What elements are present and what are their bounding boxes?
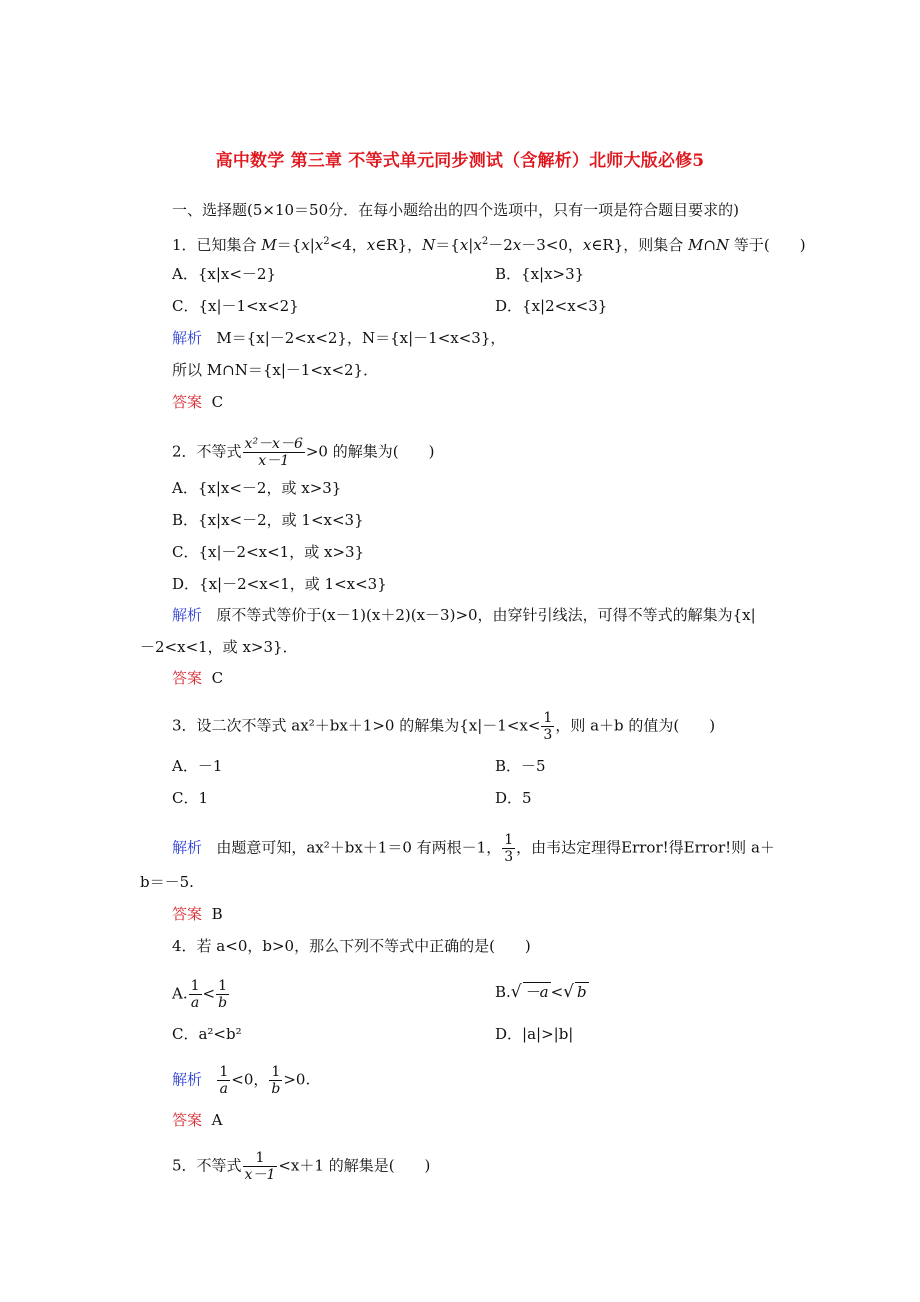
sqrt-icon: √: [510, 982, 522, 1002]
q4-option-a: A. $\frac{1}{a}$ < $\frac{1}{b}$: [172, 978, 228, 1011]
analysis-label: 解析: [172, 838, 203, 857]
answer-label: 答案: [172, 1111, 203, 1129]
q4-option-b: B.√ －a <√ b: [495, 982, 587, 1002]
q2-option-a: A．{x|x<－2，或 x>3}: [172, 479, 342, 497]
q1-stem: 1．已知集合 $M=\{x|x^2<4$，x∈R}，$N=\{x|x^2-2x-3<0$，x∈R}，则集合 M∩N 等于( ): [172, 236, 806, 254]
q4-analysis-frac-2: $\frac{1}{b}$: [271, 1064, 281, 1097]
q4-option-a-frac-2: $\frac{1}{b}$: [218, 978, 228, 1011]
q3-option-c: C．1: [172, 789, 209, 807]
q2-analysis-cont: －2<x<1，或 x>3}．: [140, 638, 298, 656]
answer-label: 答案: [172, 393, 203, 411]
analysis-label: 解析: [172, 1070, 203, 1089]
q3-analysis-cont: b＝－5.: [140, 873, 194, 891]
q2-stem: 2．不等式 $\frac{\text{x²－x－6}}{x-1}$ >0 的解集为( ): [172, 436, 435, 469]
q3-fraction: $\frac{1}{3}$: [543, 710, 553, 743]
q2-analysis: 解析 原不等式等价于(x－1)(x＋2)(x－3)>0，由穿针引线法，可得不等式的解集为{x|: [172, 606, 756, 624]
q1-analysis-cont: 所以 M∩N＝{x|－1<x<2}．: [172, 361, 379, 379]
q2-option-c: C．{x|－2<x<1，或 x>3}: [172, 543, 365, 561]
q3-analysis: 解析 由题意可知，ax²＋bx＋1＝0 有两根－1， $\frac{1}{3}$ ，由韦达定理得Error!得Error!则 a＋: [172, 832, 775, 865]
sqrt-icon: √: [563, 982, 575, 1002]
q2-answer: 答案 C: [172, 669, 224, 687]
q1-option-a: A．{x|x<－2}: [172, 265, 277, 283]
analysis-label: 解析: [172, 329, 203, 347]
q4-analysis-frac-1: $\frac{1}{a}$: [219, 1064, 229, 1097]
q3-analysis-fraction: $\frac{1}{3}$: [504, 832, 514, 865]
q4-analysis: 解析 $\frac{1}{a}$ <0， $\frac{1}{b}$ >0.: [172, 1064, 311, 1097]
document-title: 高中数学 第三章 不等式单元同步测试（含解析）北师大版必修5: [215, 151, 705, 171]
q4-option-c: C．a²<b²: [172, 1025, 242, 1043]
analysis-label: 解析: [172, 606, 203, 624]
answer-label: 答案: [172, 669, 203, 687]
q4-stem: 4．若 a<0，b>0，那么下列不等式中正确的是( ): [172, 937, 531, 955]
q1-option-b: B．{x|x>3}: [495, 265, 585, 283]
q4-option-d: D．|a|>|b|: [495, 1025, 574, 1043]
q3-option-b: B．－5: [495, 757, 546, 775]
q2-option-d: D．{x|－2<x<1，或 1<x<3}: [172, 575, 387, 593]
q1-answer: 答案 C: [172, 393, 224, 411]
q1-option-d: D．{x|2<x<3}: [495, 297, 608, 315]
q4-option-a-frac-1: $\frac{1}{a}$: [190, 978, 200, 1011]
q3-answer: 答案 B: [172, 905, 223, 923]
q3-stem: 3．设二次不等式 ax²＋bx＋1>0 的解集为{x|－1<x< $\frac{1}{3}$ ，则 a＋b 的值为( ): [172, 710, 716, 743]
q1-option-c: C．{x|－1<x<2}: [172, 297, 299, 315]
section-heading: 一、选择题(5×10＝50分．在每小题给出的四个选项中，只有一项是符合题目要求的): [172, 201, 739, 219]
q3-option-d: D．5: [495, 789, 532, 807]
q5-fraction: $\frac{1}{x-1}$: [244, 1150, 276, 1183]
q3-option-a: A．－1: [172, 757, 223, 775]
q5-stem: 5．不等式 $\frac{1}{x-1}$ <x＋1 的解集是( ): [172, 1150, 431, 1183]
q2-option-b: B．{x|x<－2，或 1<x<3}: [172, 511, 364, 529]
q2-fraction: $\frac{\text{x²－x－6}}{x-1}$: [244, 436, 303, 469]
q1-analysis: 解析 M＝{x|－2<x<2}，N＝{x|－1<x<3}，: [172, 329, 506, 347]
answer-label: 答案: [172, 905, 203, 923]
q4-answer: 答案 A: [172, 1111, 223, 1129]
